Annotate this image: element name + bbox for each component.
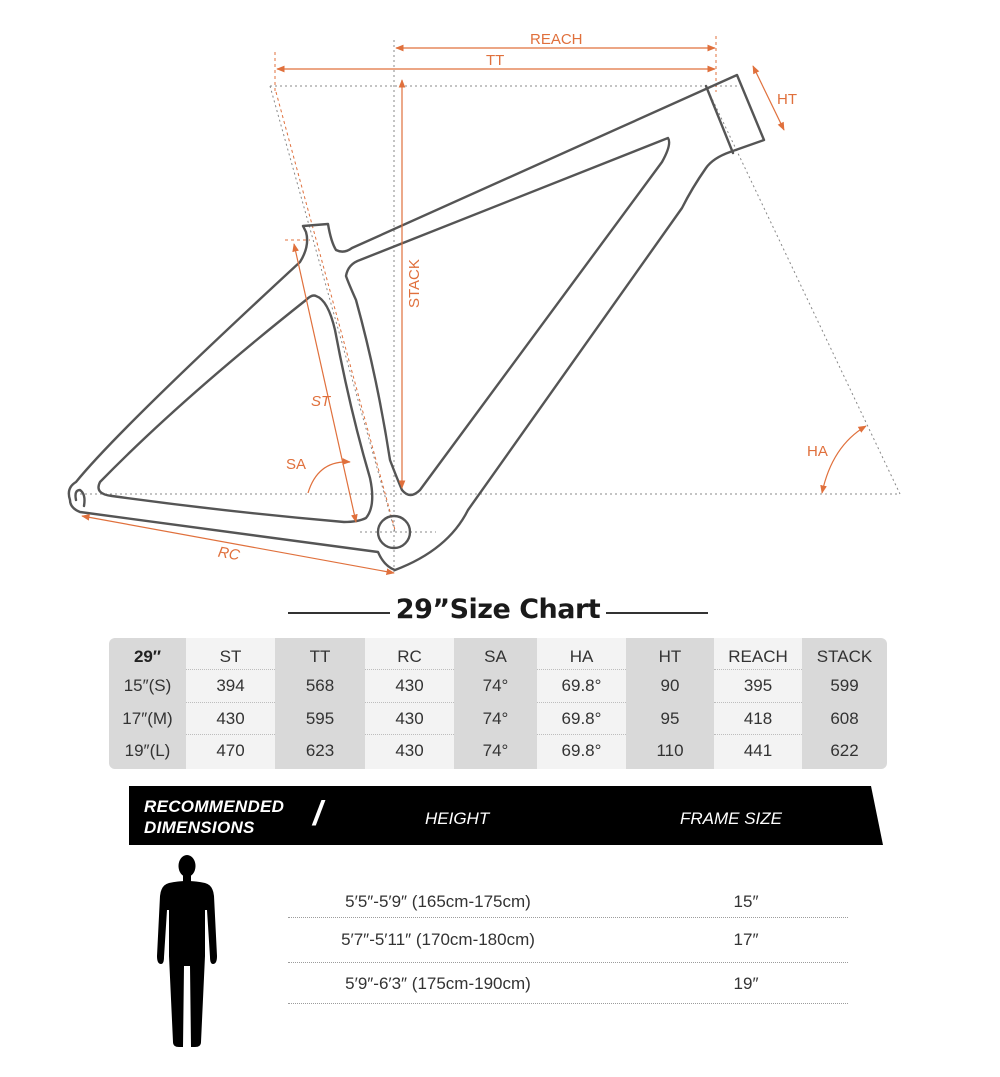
table-cell: 69.8° (561, 741, 602, 760)
table-cell: 95 (660, 709, 680, 728)
sa-column (454, 638, 537, 769)
column-header: RC (397, 647, 422, 666)
ha-column (537, 638, 626, 769)
table-cell: 599 (830, 676, 859, 695)
size-cell: 15″(S) (123, 676, 172, 695)
tt-column (275, 638, 365, 769)
table-cell: 608 (830, 709, 859, 728)
table-cell: 623 (305, 741, 335, 760)
tt-label: TT (486, 52, 505, 69)
table-cell: 430 (395, 741, 424, 760)
size-column (109, 638, 186, 769)
reach-column (714, 638, 802, 769)
recommended-dimensions-banner (129, 786, 883, 845)
table-cell: 74° (482, 709, 509, 728)
row-divider (288, 917, 848, 918)
title-rule-right (606, 612, 708, 614)
table-cell: 394 (216, 676, 245, 695)
table-cell: 69.8° (561, 709, 602, 728)
stack-label: STACK (406, 259, 423, 308)
table-cell: 441 (743, 741, 773, 760)
person-silhouette-icon (155, 852, 219, 1048)
column-header: ST (219, 647, 242, 666)
table-cell: 568 (305, 676, 335, 695)
column-header: 29″ (133, 647, 162, 666)
table-cell: 418 (743, 709, 773, 728)
table-cell: 430 (395, 676, 424, 695)
stack-column (802, 638, 887, 769)
bike-frame-outline (69, 75, 764, 570)
table-cell: 395 (743, 676, 773, 695)
frame-size: 19″ (733, 974, 759, 993)
ha-label: HA (807, 443, 828, 460)
height-range: 5′7″-5′11″ (170cm-180cm) (341, 930, 535, 949)
recommended-dimensions-title (144, 796, 284, 838)
column-header: STACK (816, 647, 873, 666)
height-range: 5′9″-6′3″ (175cm-190cm) (345, 974, 531, 993)
rc-column (365, 638, 454, 769)
title-rule-left (288, 612, 390, 614)
size-chart-title: 29”Size Chart (395, 594, 601, 625)
frame-size: 17″ (733, 930, 759, 949)
column-header: SA (484, 647, 507, 666)
height-range: 5′5″-5′9″ (165cm-175cm) (345, 892, 531, 911)
ht-column (626, 638, 714, 769)
table-cell: 69.8° (561, 676, 602, 695)
recommended-row (288, 974, 848, 1004)
construction-lines (80, 40, 900, 575)
st-column (186, 638, 275, 769)
table-cell: 74° (482, 676, 509, 695)
reach-label: REACH (530, 31, 583, 48)
table-cell: 430 (216, 709, 245, 728)
size-table (109, 638, 887, 769)
table-cell: 470 (216, 741, 245, 760)
frame-size: 15″ (733, 892, 759, 911)
row-divider (288, 962, 848, 963)
rec-title-line1: RECOMMENDED (144, 797, 285, 816)
size-cell: 17″(M) (122, 709, 173, 728)
table-cell: 110 (656, 741, 684, 760)
column-header: TT (309, 647, 331, 666)
ht-label: HT (777, 91, 797, 108)
column-header: HA (569, 647, 594, 666)
row-divider (288, 1003, 848, 1004)
table-cell: 622 (830, 741, 859, 760)
table-cell: 90 (660, 676, 680, 695)
sa-label: SA (286, 456, 307, 473)
table-cell: 595 (305, 709, 335, 728)
slash-divider: / (313, 795, 323, 833)
rec-title-line2: DIMENSIONS (144, 818, 255, 837)
rc-label: RC (216, 543, 242, 565)
table-cell: 430 (395, 709, 424, 728)
frame-size-header: FRAME SIZE (680, 809, 783, 828)
size-chart-heading (0, 590, 1000, 636)
column-header: REACH (728, 647, 788, 666)
dimension-arrows (82, 48, 866, 573)
recommended-row (288, 892, 848, 922)
height-header: HEIGHT (425, 809, 490, 828)
st-label: ST (311, 393, 331, 410)
recommended-row (288, 930, 848, 960)
size-cell: 19″(L) (124, 741, 171, 760)
column-header: HT (658, 647, 682, 666)
table-cell: 74° (482, 741, 509, 760)
